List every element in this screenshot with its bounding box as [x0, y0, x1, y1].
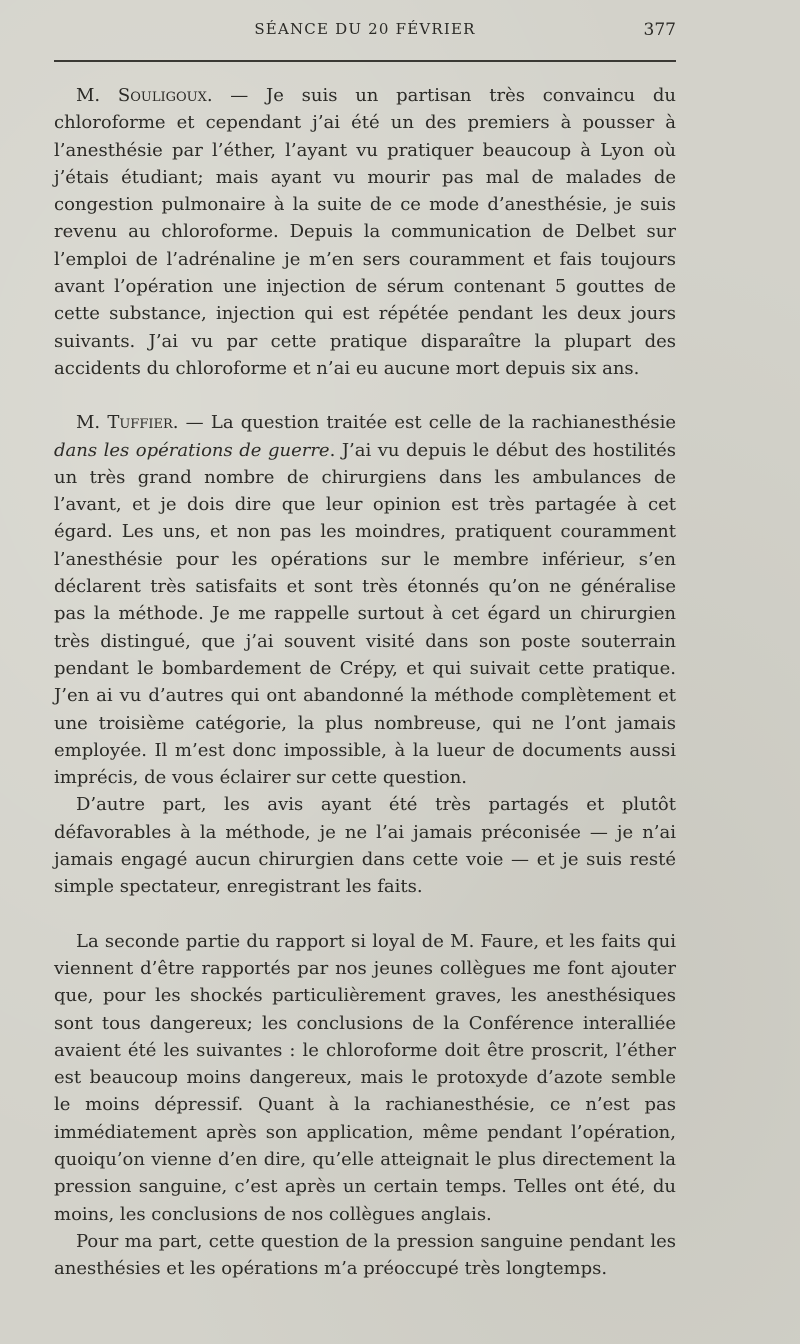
paragraph-text-block: Pour ma part, cette question de la pression sanguine pendant les anesthésies et les opérations m’a préoccupé très longtemps. — [54, 1230, 676, 1280]
header-rule — [54, 60, 676, 62]
running-title: SÉANCE DU 20 FÉVRIER — [254, 20, 476, 38]
paragraph-text: — Je suis un partisan très convaincu du chloroforme et cependant j’ai été un des premiers à pousser à l’anesthésie par l’éther, l’ayant vu pratiquer beaucoup à Lyon où j’étais étudiant; mais ayant vu mourir pas mal de malades de congestion pulmonaire à la suite de ce mode d’anesthésie, je suis revenu au chloroforme. Depuis la communication de Delbet sur l’emploi de l’adrénaline je m’en sers couramment et fais toujours avant l’opération une injection de sérum contenant 5 gouttes de cette substance, injection qui est répétée pendant les deux jours suivants. J’ai vu par cette pratique disparaître la plupart des accidents du chloroforme et n’ai eu aucune mort depuis six ans. — [54, 85, 677, 379]
paragraph-souligoux — [54, 82, 676, 382]
page-number: 377 — [643, 20, 676, 40]
paragraph-text: . J’ai vu depuis le début des hostilités un très grand nombre de chirurgiens dans les ambulances de l’avant, et je dois dire que leur opinion est très partagée à cet égard. Les uns, et non pas les moindres, pratiquent couramment l’anesthésie pour les opérations sur le membre inférieur, s’en déclarent très satisfaits et sont très étonnés qu’on ne généralise pas la méthode. Je me rappelle surtout à cet égard un chirurgien très distingué, que j’ai souvent visité dans son poste souterrain pendant le bombardement de Crépy, et qui suivait cette pratique. J’en ai vu d’autres qui ont abandonné la méthode complètement et une troisième catégorie, la plus nombreuse, qui ne l’ont jamais employée. Il m’est donc impossible, à la lueur de documents aussi imprécis, de vous éclairer sur cette question. — [54, 439, 676, 789]
body-text — [54, 82, 676, 1282]
speaker-name: M. Tuffier. — [76, 412, 179, 434]
page-header — [54, 20, 676, 48]
speaker-name: M. Souligoux. — [76, 85, 213, 106]
paragraph-text-block: La seconde partie du rapport si loyal de M. Faure, et les faits qui viennent d’être rapportés par nos jeunes collègues me font ajouter que, pour les shockés particulièrement graves, les anesthésiques sont tous dangereux; les conclusions de la Conférence interalliée avaient été les suivantes : le chloroforme doit être proscrit, l’éther est beaucoup moins dangereux, mais le protoxyde d’azote semble le moins dépressif. Quant à la rachianesthésie, ce n’est pas immédiatement après son application, même pendant l’opération, quoiqu’on vienne d’en dire, qu’elle atteignait le plus directement la pression sanguine, c’est après un certain temps. Telles ont été, du moins, les conclusions de nos collègues anglais. — [54, 930, 676, 1225]
paragraph-text: — La question traitée est celle de la rachianesthésie — [178, 412, 676, 434]
paragraph-text-block: D’autre part, les avis ayant été très partagés et plutôt défavorables à la méthode, je ne l’ai jamais préconisée — je n’ai jamais engagé aucun chirurgien dans cette voie — et je suis resté simple spectateur, enregistrant les faits. — [54, 794, 676, 898]
paragraph-tuffier — [54, 409, 676, 791]
italic-phrase: dans les opérations de guerre — [54, 439, 330, 461]
